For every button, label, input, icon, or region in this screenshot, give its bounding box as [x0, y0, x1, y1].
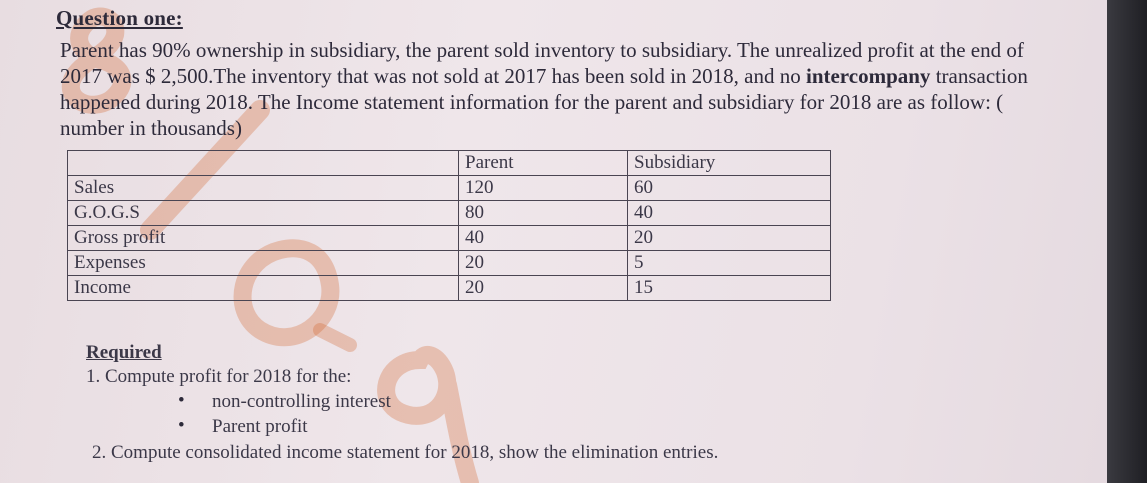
- required-item-1: 1. Compute profit for 2018 for the:: [86, 366, 352, 387]
- parent-value: 80: [459, 201, 628, 226]
- row-label: Gross profit: [68, 226, 459, 251]
- bullet-item: Parent profit: [212, 416, 308, 437]
- subsidiary-value: 40: [628, 201, 831, 226]
- parent-value: 120: [459, 176, 628, 201]
- question-title: Question one:: [56, 6, 183, 30]
- parent-value: 20: [459, 251, 628, 276]
- table-row: [68, 201, 831, 226]
- subsidiary-value: 5: [628, 251, 831, 276]
- required-section: [86, 341, 351, 389]
- subsidiary-value: 15: [628, 276, 831, 301]
- subsidiary-value: 60: [628, 176, 831, 201]
- required-item-2: 2. Compute consolidated income statement for 2018, show the elimination entries.: [92, 442, 719, 463]
- row-label: Income: [68, 276, 459, 301]
- subsidiary-value: 20: [628, 226, 831, 251]
- bullet-dot-icon: •: [178, 390, 185, 411]
- bullet-dot-icon: •: [178, 415, 185, 436]
- header-subsidiary: Subsidiary: [628, 151, 831, 176]
- required-heading: Required: [86, 342, 162, 363]
- table-row: [68, 176, 831, 201]
- parent-value: 20: [459, 276, 628, 301]
- table-row: [68, 226, 831, 251]
- table-header-row: [68, 151, 831, 176]
- intro-bold-word: intercompany: [805, 64, 931, 88]
- row-label: Expenses: [68, 251, 459, 276]
- income-statement-table: [67, 150, 831, 301]
- intro-text-part2: transaction happened during 2018. The Income statement information for the parent and subsidiary for 2018 are as follow: ( number in thousands): [60, 64, 1028, 140]
- parent-value: 40: [459, 226, 628, 251]
- row-label: G.O.G.S: [68, 201, 459, 226]
- header-label-cell: [68, 151, 459, 176]
- intro-text-part1: Parent has 90% ownership in subsidiary, the parent sold inventory to subsidiary. The unrealized profit at the end of 2017 was $ 2,500.The inventory that was not sold at 2017 has been sold in 2018, and no: [60, 38, 1024, 88]
- table-row: [68, 251, 831, 276]
- row-label: Sales: [68, 176, 459, 201]
- bullet-item: non-controlling interest: [212, 391, 391, 412]
- table-row: [68, 276, 831, 301]
- header-parent: Parent: [459, 151, 628, 176]
- screen-edge: [1107, 0, 1147, 483]
- question-intro: [60, 37, 1050, 141]
